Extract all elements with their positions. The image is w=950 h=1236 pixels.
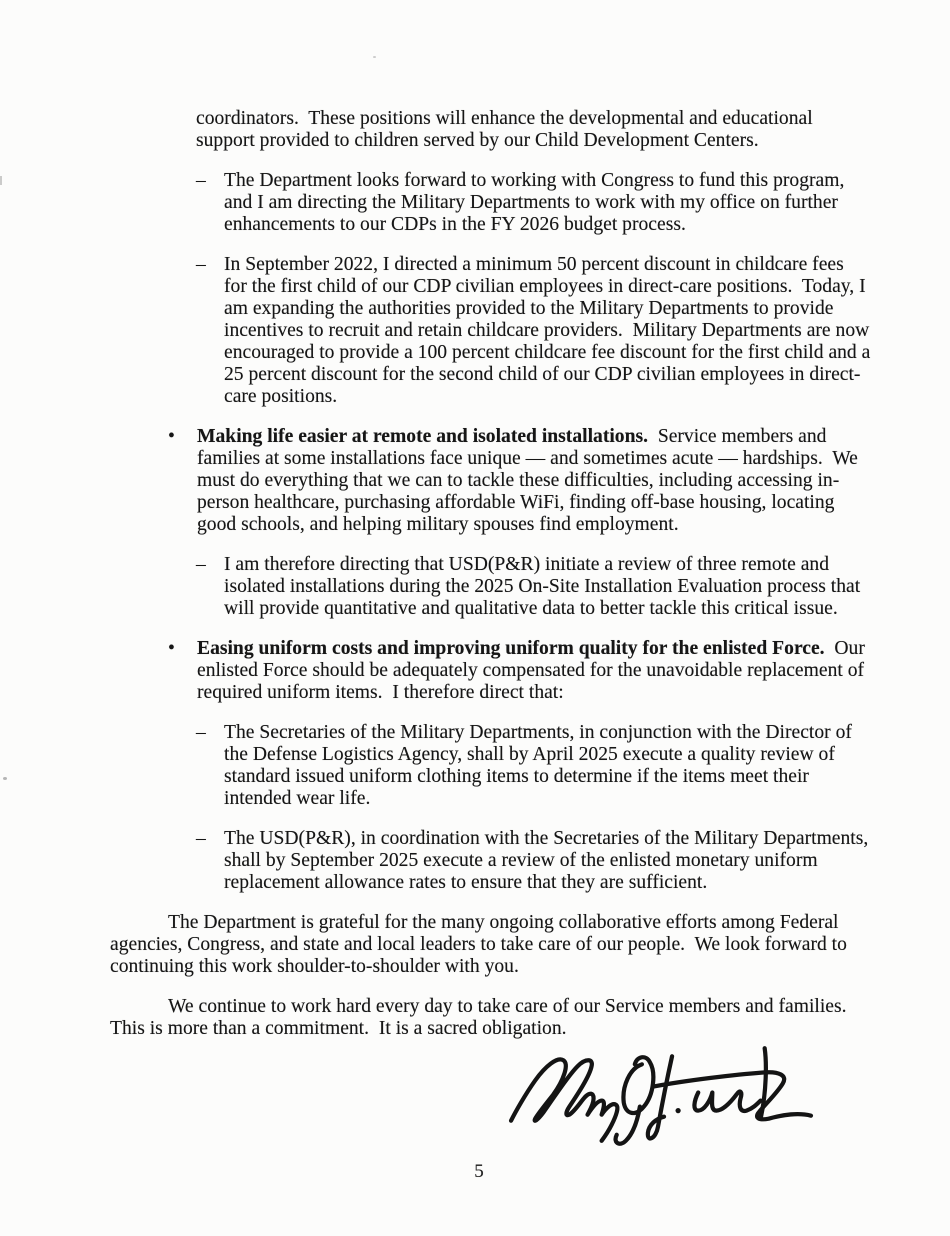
bold-lead-in: Making life easier at remote and isolated installations. [197,426,649,447]
paragraph [110,912,950,978]
document-line: The Secretaries of the Military Departments, in conjunction with the Director of [224,722,852,743]
block-text [224,254,950,408]
document-line: replacement allowance rates to ensure that they are sufficient. [224,872,708,893]
page-number: 5 [474,1161,484,1182]
document-line: isolated installations during the 2025 On-Site Installation Evaluation process that [224,576,861,597]
bullet-marker: • [168,426,175,447]
document-line: This is more than a commitment. It is a sacred obligation. [110,1018,567,1039]
line-segment: Our [824,638,865,659]
document-line: enlisted Force should be adequately compensated for the unavoidable replacement of [197,660,865,681]
block-text [224,828,950,894]
document-line: The Department is grateful for the many ongoing collaborative efforts among Federal [168,912,839,933]
document-line: must do everything that we can to tackle these difficulties, including accessing in- [197,470,840,491]
sub-list-item [196,254,950,408]
signature [505,1033,817,1151]
scan-speck [3,777,7,780]
document-line: 25 percent discount for the second child of our CDP civilian employees in direct- [224,364,861,385]
dash-marker: – [196,254,206,275]
dash-marker: – [196,722,206,743]
dash-marker: – [196,828,206,849]
document-line: required uniform items. I therefore direct that: [197,682,564,703]
dash-marker: – [196,554,206,575]
document-line: intended wear life. [224,788,371,809]
block-text [197,426,950,536]
document-line: We continue to work hard every day to take care of our Service members and families. [168,996,847,1017]
document-line [197,426,950,448]
document-line: enhancements to our CDPs in the FY 2026 budget process. [224,214,686,235]
sub-list-item [196,170,950,236]
dash-marker: – [196,170,206,191]
document-line: the Defense Logistics Agency, shall by April 2025 execute a quality review of [224,744,835,765]
document-line: for the first child of our CDP civilian employees in direct-care positions. Today, I [224,276,866,297]
document-line: I am therefore directing that USD(P&R) initiate a review of three remote and [224,554,830,575]
document-line: encouraged to provide a 100 percent childcare fee discount for the first child and a [224,342,871,363]
document-line: will provide quantitative and qualitative data to better tackle this critical issue. [224,598,838,619]
block-text [196,108,950,152]
bullet-list-item [168,638,950,704]
block-text [224,722,950,810]
sub-list-item [196,828,950,894]
document-line: standard issued uniform clothing items to determine if the items meet their [224,766,809,787]
paragraph [196,108,950,152]
document-line: coordinators. These positions will enhance the developmental and educational [196,108,813,129]
block-text [110,912,950,978]
document-line: agencies, Congress, and state and local leaders to take care of our people. We look forward to [110,934,847,955]
block-text [197,638,950,704]
document-line: In September 2022, I directed a minimum 50 percent discount in childcare fees [224,254,844,275]
document-line: families at some installations face unique — and sometimes acute — hardships. We [197,448,858,469]
document-line: support provided to children served by our Child Development Centers. [196,130,759,151]
sub-list-item [196,722,950,810]
sub-list-item [196,554,950,620]
block-text [224,170,950,236]
document-line: am expanding the authorities provided to the Military Departments to provide [224,298,834,319]
line-segment: Service members and [648,426,827,447]
document-line: continuing this work shoulder-to-shoulder with you. [110,956,519,977]
bold-lead-in: Easing uniform costs and improving uniform quality for the enlisted Force. [197,638,825,659]
document-line: The USD(P&R), in coordination with the Secretaries of the Military Departments, [224,828,869,849]
document-line [197,638,950,660]
document-line: incentives to recruit and retain childcare providers. Military Departments are now [224,320,870,341]
document-line: care positions. [224,386,338,407]
document-line: good schools, and helping military spouses find employment. [197,514,679,535]
scan-speck [373,56,376,58]
scan-speck [0,176,2,185]
document-line: and I am directing the Military Departments to work with my office on further [224,192,838,213]
document-line: The Department looks forward to working with Congress to fund this program, [224,170,845,191]
document-body [0,108,950,1040]
document-line: shall by September 2025 execute a review of the enlisted monetary uniform [224,850,818,871]
block-text [224,554,950,620]
signature-scribble [505,1033,817,1151]
bullet-list-item [168,426,950,536]
document-line: person healthcare, purchasing affordable WiFi, finding off-base housing, locating [197,492,835,513]
bullet-marker: • [168,638,175,659]
